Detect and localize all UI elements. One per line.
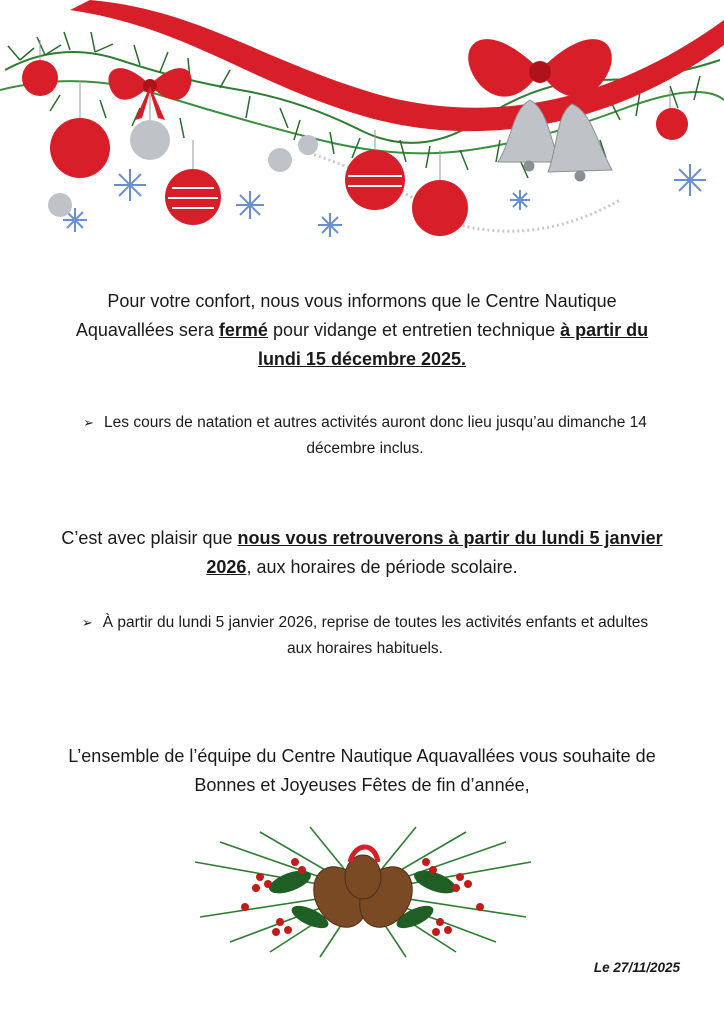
closing-date: à partir du lundi 15 décembre 2025. [257, 320, 649, 369]
reopening-paragraph [60, 524, 664, 582]
bullet-resumption [80, 610, 650, 662]
bells-bow-icon [468, 39, 612, 97]
christmas-banner-decoration [0, 0, 724, 250]
pine-cone-garland-decoration [190, 822, 536, 960]
reopening-date: nous vous retrouverons à partir du lundi 5 janvier 2026 [206, 528, 663, 577]
reopening-text-2: , aux horaires de période scolaire. [246, 557, 518, 577]
reopening-text-1: C’est avec plaisir que [61, 528, 238, 548]
intro-text-1: Pour votre confort, nous vous informons que le Centre Nautique Aquavallées sera [75, 291, 617, 340]
arrow-bullet-icon: ➢ [83, 415, 95, 430]
document-date: Le 27/11/2025 [593, 960, 680, 975]
arrow-bullet-icon: ➢ [81, 615, 93, 630]
bullet-last-classes [80, 410, 650, 462]
bullet-resumption-text: À partir du lundi 5 janvier 2026, reprise de toutes les activités enfants et adultes aux horaires habituels. [102, 614, 649, 657]
intro-paragraph [60, 287, 664, 374]
bullet-last-classes-text: Les cours de natation et autres activités auront donc lieu jusqu’au dimanche 14 décembre inclus. [104, 414, 647, 457]
closed-word: fermé [218, 320, 268, 340]
wishes-paragraph: L’ensemble de l’équipe du Centre Nautique Aquavallées vous souhaite de Bonnes et Joyeuses Fêtes de fin d’année, [68, 746, 656, 795]
intro-text-2: pour vidange et entretien technique [267, 320, 561, 340]
red-ribbon [70, 0, 724, 131]
